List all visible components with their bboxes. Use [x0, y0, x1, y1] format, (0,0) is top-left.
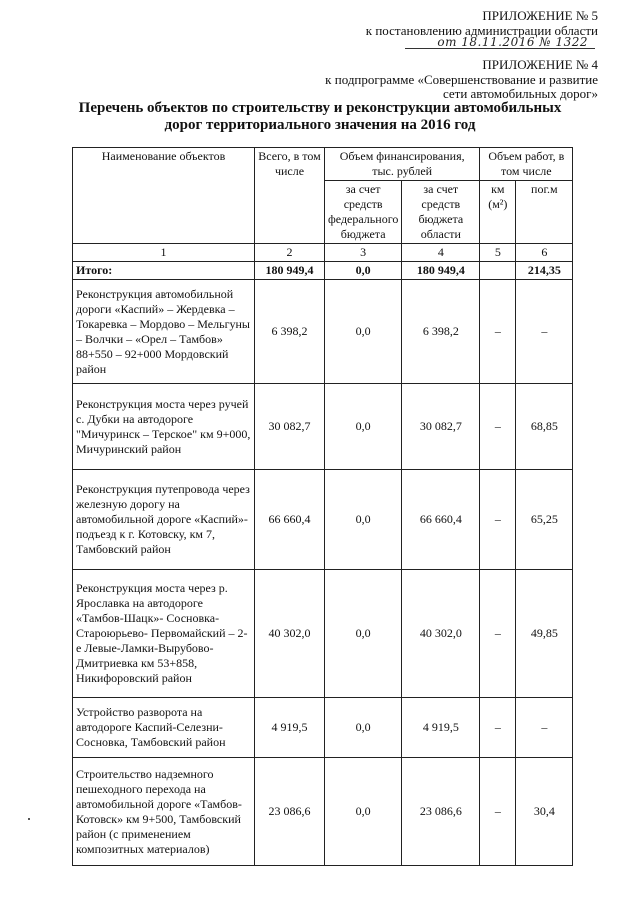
- object-km: –: [480, 470, 516, 570]
- object-km: –: [480, 698, 516, 758]
- object-name: Строительство надземного пешеходного перехода на автомобильной дороге «Тамбов-Котовск» км 9+500, Тамбовский район (с применением композитных материалов): [73, 758, 255, 866]
- subprogram-reference-line2: сети автомобильных дорог»: [442, 86, 598, 101]
- scan-speck: [28, 818, 30, 820]
- header-work-volume: Объем работ, в том числе: [480, 148, 573, 181]
- object-federal: 0,0: [325, 280, 402, 384]
- table-row: [73, 280, 573, 384]
- total-regional: 180 949,4: [402, 262, 480, 280]
- handwritten-date-number: от 18.11.2016 № 1322: [437, 35, 588, 49]
- object-total: 4 919,5: [255, 698, 325, 758]
- table-row: [73, 470, 573, 570]
- object-km: –: [480, 384, 516, 470]
- object-name: Реконструкция моста через р. Ярославка на автодороге «Тамбов-Шацк»- Сосновка-Староюрьево- Первомайский – 2-е Левые-Ламки-Вырубово- Дмитриевка км 53+858, Никифоровский район: [73, 570, 255, 698]
- object-federal: 0,0: [325, 570, 402, 698]
- title-line-2: дорог территориального значения на 2016 год: [164, 117, 476, 133]
- object-regional: 4 919,5: [402, 698, 480, 758]
- header-federal: за счет средств федерального бюджета: [325, 181, 402, 244]
- appendix-4-label: ПРИЛОЖЕНИЕ № 4: [482, 57, 598, 72]
- object-total: 6 398,2: [255, 280, 325, 384]
- header-regional: за счет средств бюджета области: [402, 181, 480, 244]
- column-number: 3: [325, 244, 402, 262]
- header-km: км (м²): [480, 181, 516, 244]
- appendix-5-label: ПРИЛОЖЕНИЕ № 5: [482, 8, 598, 23]
- object-pogm: –: [516, 280, 573, 384]
- table-row: [73, 384, 573, 470]
- resolution-reference: к постановлению администрации области: [365, 23, 598, 38]
- object-name: Реконструкция путепровода через железную дорогу на автомобильной дороге «Каспий»- подъезд к г. Котовску, км 7, Тамбовский район: [73, 470, 255, 570]
- object-pogm: 65,25: [516, 470, 573, 570]
- object-total: 23 086,6: [255, 758, 325, 866]
- object-federal: 0,0: [325, 758, 402, 866]
- object-pogm: 68,85: [516, 384, 573, 470]
- header-pogm: пог.м: [516, 181, 573, 244]
- table-row: [73, 758, 573, 866]
- object-km: –: [480, 280, 516, 384]
- total-label: Итого:: [73, 262, 255, 280]
- object-regional: 40 302,0: [402, 570, 480, 698]
- object-pogm: –: [516, 698, 573, 758]
- column-number: 2: [255, 244, 325, 262]
- object-federal: 0,0: [325, 470, 402, 570]
- object-pogm: 49,85: [516, 570, 573, 698]
- total-federal: 0,0: [325, 262, 402, 280]
- column-number: 6: [516, 244, 573, 262]
- object-federal: 0,0: [325, 384, 402, 470]
- column-number: 4: [402, 244, 480, 262]
- object-pogm: 30,4: [516, 758, 573, 866]
- column-number: 5: [480, 244, 516, 262]
- object-name: Реконструкция автомобильной дороги «Каспий» – Жердевка – Токаревка – Мордово – Мельгуны – Волчки – «Орел – Тамбов» 88+550 – 92+000 Мордовский район: [73, 280, 255, 384]
- object-federal: 0,0: [325, 698, 402, 758]
- table-row: [73, 570, 573, 698]
- table-row: [73, 698, 573, 758]
- document-title: [0, 100, 640, 134]
- header-name: Наименование объектов: [73, 148, 255, 244]
- object-regional: 23 086,6: [402, 758, 480, 866]
- object-regional: 6 398,2: [402, 280, 480, 384]
- signature-underline: [405, 48, 595, 49]
- total-km: [480, 262, 516, 280]
- column-number-row: [73, 244, 573, 262]
- column-number: 1: [73, 244, 255, 262]
- object-km: –: [480, 758, 516, 866]
- total-sum: 180 949,4: [255, 262, 325, 280]
- object-regional: 30 082,7: [402, 384, 480, 470]
- object-regional: 66 660,4: [402, 470, 480, 570]
- title-line-1: Перечень объектов по строительству и реконструкции автомобильных: [78, 100, 562, 116]
- object-total: 30 082,7: [255, 384, 325, 470]
- object-name: Реконструкция моста через ручей с. Дубки на автодороге "Мичуринск – Терское" км 9+000, Мичуринский район: [73, 384, 255, 470]
- object-total: 40 302,0: [255, 570, 325, 698]
- header-total: Всего, в том числе: [255, 148, 325, 244]
- object-name: Устройство разворота на автодороге Каспий-Селезни-Сосновка, Тамбовский район: [73, 698, 255, 758]
- header-financing: Объем финансирования, тыс. рублей: [325, 148, 480, 181]
- object-km: –: [480, 570, 516, 698]
- total-pogm: 214,35: [516, 262, 573, 280]
- subprogram-reference-line1: к подпрограмме «Совершенствование и развитие: [325, 72, 598, 87]
- object-total: 66 660,4: [255, 470, 325, 570]
- total-row: [73, 262, 573, 280]
- objects-table: [72, 147, 573, 866]
